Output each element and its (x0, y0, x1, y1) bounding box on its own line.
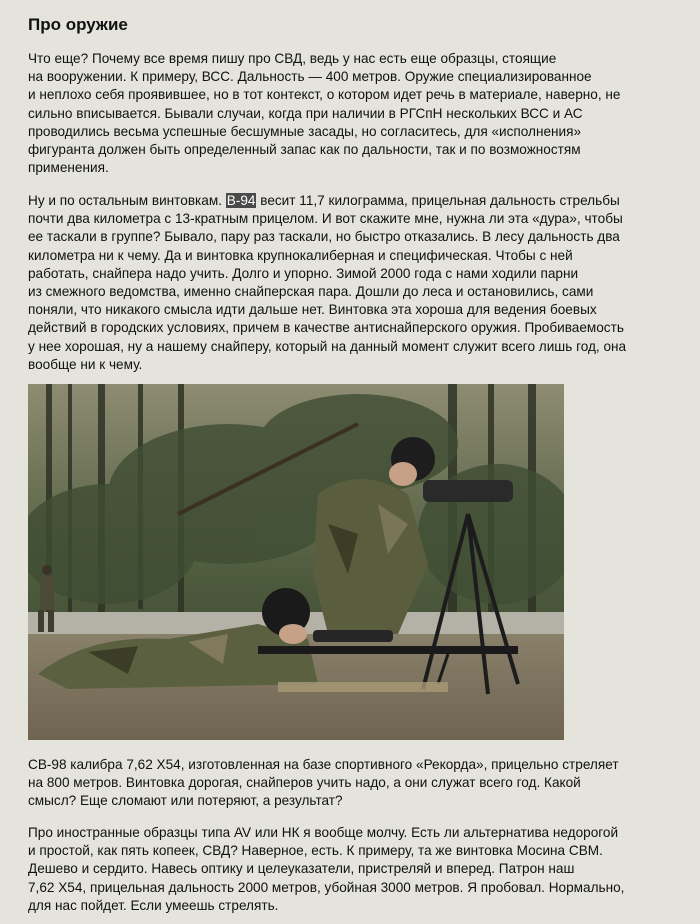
text-line: вообще ни к чему. (28, 356, 143, 372)
text-line: смысл? Еще сломают или потеряют, а результат? (28, 793, 343, 809)
text-line: из смежного ведомства, именно снайперская пара. Дошли до леса и остановились, сами (28, 284, 594, 300)
text-line: применения. (28, 160, 109, 176)
text-line: СВ-98 калибра 7,62 Х54, изготовленная на базе спортивного «Рекорда», прицельно стреляет (28, 757, 619, 772)
text-line: на вооружении. К примеру, ВСС. Дальность — 400 метров. Оружие специализированное (28, 69, 592, 85)
spotting-scope (423, 480, 513, 502)
text-line: 7,62 Х54, прицельная дальность 2000 метров, убойная 3000 метров. Я пробовал. Нормально, (28, 879, 625, 895)
text-line: и неплохо себя проявившее, но в тот контекст, о котором идет речь в материале, наверно, не (28, 87, 621, 103)
text-line: у нее хорошая, ну а нашему снайперу, который на данный момент служит всего лишь год, она (28, 338, 627, 354)
text-line: Что еще? Почему все время пишу про СВД, ведь у нас есть еще образцы, стоящие (28, 51, 557, 66)
text-line: километра ни к чему. Да и винтовка крупнокалиберная и специфическая. Чтобы с ней (28, 247, 573, 263)
text-line: фигуранта должен быть определенный запас как по дальности, так и по возможностям (28, 142, 581, 158)
text-fragment: Ну и по остальным винтовкам. (28, 193, 226, 208)
text-fragment: весит 11,7 килограмма, прицельная дальность стрельбы (256, 193, 620, 208)
text-line: сильно вписывается. Бывали случаи, когда при наличии в РГСпН нескольких ВСС и АС (28, 105, 583, 121)
text-line: и простой, как пять копеек, СВД? Наверное, есть. К примеру, та же винтовка Мосина СВМ. (28, 843, 603, 859)
text-line: Про иностранные образцы типа AV или НК я вообще молчу. Есть ли альтернатива недорогой (28, 825, 619, 840)
text-line: Дешево и сердито. Навесь оптику и целеуказатели, пристреляй и вперед. Патрон наш (28, 861, 575, 877)
text-line: действий в городских условиях, причем в качестве антиснайперского оружия. Пробиваемость (28, 320, 624, 336)
text-line: для нас пойдет. Если умеешь стрелять. (28, 897, 279, 913)
text-line: проводились весьма успешные бесшумные засады, но согласитесь, для «исполнения» (28, 123, 582, 139)
text-line: ее таскали в группе? Бывало, пару раз таскали, но быстро отказались. В лесу дальность два (28, 229, 620, 245)
text-line: поняли, что никакого смысла идти дальше нет. Винтовка эта хороша для ведения боевых (28, 302, 597, 318)
text-line (28, 192, 678, 210)
sniper-photo (28, 384, 564, 740)
text-line: на 800 метров. Винтовка дорогая, снайперов учить надо, а они служат всего год. Какой (28, 775, 581, 791)
highlighted-term: В-94 (226, 193, 256, 208)
article-title: Про оружие (28, 15, 128, 34)
text-line: работать, снайпера надо учить. Долго и упорно. Зимой 2000 года с нами ходили парни (28, 265, 579, 281)
paragraph-sv98 (28, 756, 678, 811)
paragraph-foreign (28, 824, 678, 915)
text-line: почти два километра с 13-кратным прицелом. И вот скажите мне, нужна ли эта «дура», чтобы (28, 211, 623, 227)
paragraph-vss (28, 50, 678, 177)
paragraph-v94 (28, 192, 678, 374)
